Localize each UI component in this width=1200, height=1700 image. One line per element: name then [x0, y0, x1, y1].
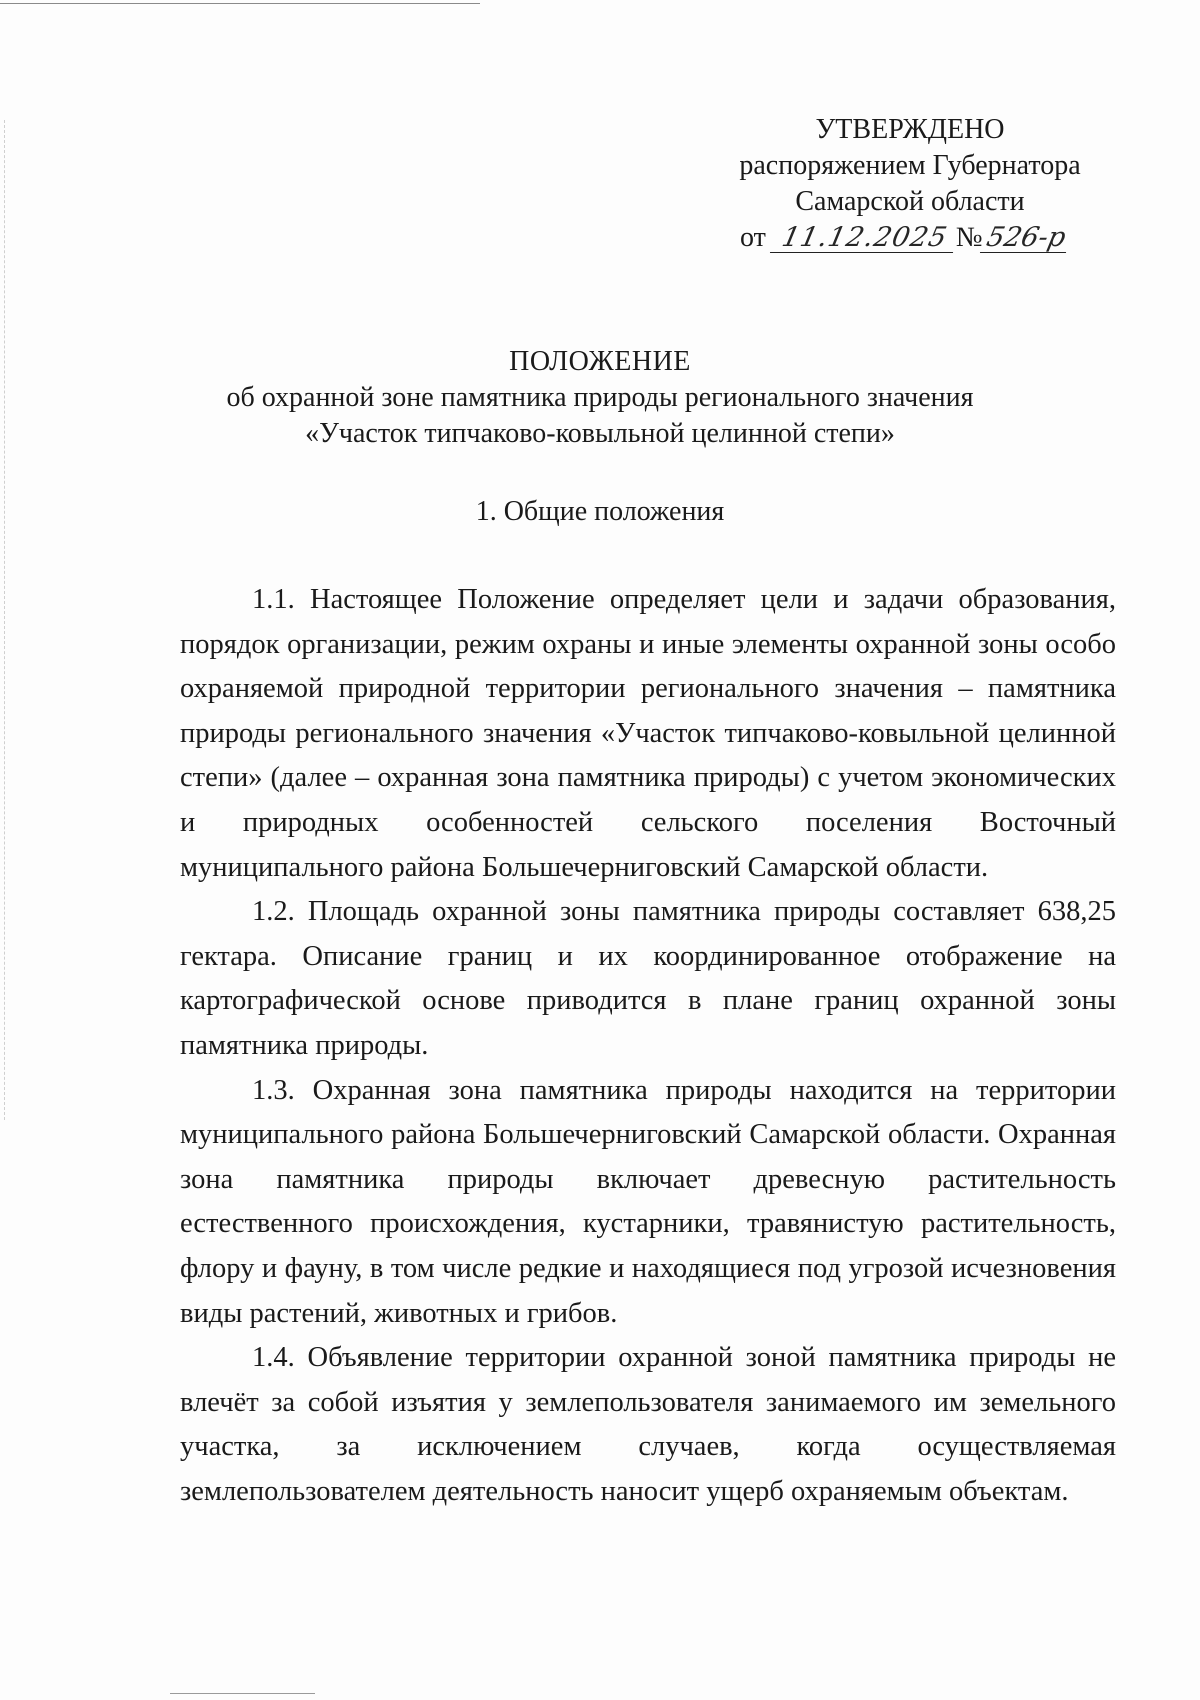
approval-authority: распоряжением Губернатора: [739, 150, 1081, 181]
paragraph-1-4: 1.4. Объявление территории охранной зоной памятника природы не влечёт за собой изъятия у землепользователя занимаемого им земельного участка, за исключением случаев, когда осуществляемая землепользователем деятельность наносит ущерб охраняемым объектам.: [180, 1342, 1116, 1507]
handwritten-number: 526-р: [980, 224, 1072, 253]
document-title: ПОЛОЖЕНИЕ: [509, 346, 691, 377]
scan-artifact-line: [0, 3, 480, 4]
document-subtitle-line-2: «Участок типчаково-ковыльной целинной степи»: [305, 418, 895, 449]
handwritten-date: 11.12.2025: [770, 224, 959, 253]
approval-block: [700, 112, 1120, 256]
approval-date-line: [700, 220, 1120, 256]
date-prefix: от: [740, 222, 766, 253]
scan-artifact-line: [170, 1693, 315, 1694]
document-subtitle-line-1: об охранной зоне памятника природы регионального значения: [226, 382, 974, 413]
approval-heading: УТВЕРЖДЕНО: [815, 114, 1005, 145]
document-body: [180, 578, 1116, 1514]
number-prefix: №: [955, 222, 983, 253]
scan-artifact-edge: [4, 120, 5, 1120]
paragraph-1-2: 1.2. Площадь охранной зоны памятника природы составляет 638,25 гектара. Описание границ и их координированное отображение на картографической основе приводится в плане границ охранной зоны памятника природы.: [180, 896, 1116, 1061]
approval-region: Самарской области: [795, 186, 1025, 217]
document-title-block: [150, 344, 1050, 452]
paragraph-1-1: 1.1. Настоящее Положение определяет цели и задачи образования, порядок организации, режим охраны и иные элементы охранной зоны особо охраняемой природной территории регионального значения – памятника природы регионального значения «Участок типчаково-ковыльной целинной степи» (далее – охранная зона памятника природы) с учетом экономических и природных особенностей сельского поселения Восточный муниципального района Большечерниговский Самарской области.: [180, 584, 1116, 883]
paragraph-1-3: 1.3. Охранная зона памятника природы находится на территории муниципального района Большечерниговский Самарской области. Охранная зона памятника природы включает древесную растительность естественного происхождения, кустарники, травянистую растительность, флору и фауну, в том числе редкие и находящиеся под угрозой исчезновения виды растений, животных и грибов.: [180, 1074, 1116, 1329]
section-heading: 1. Общие положения: [475, 496, 725, 527]
